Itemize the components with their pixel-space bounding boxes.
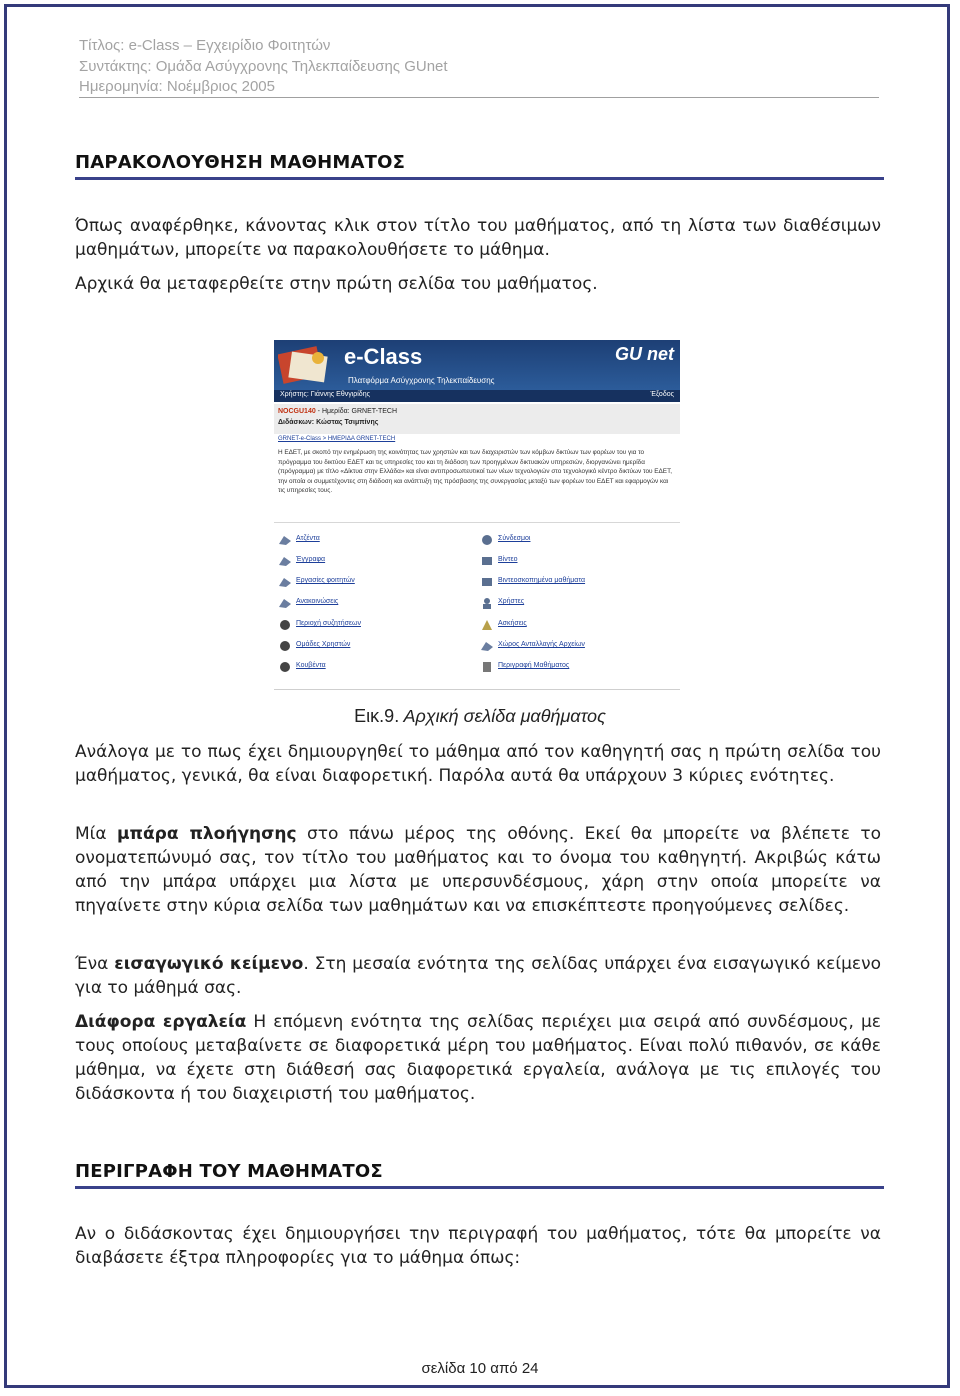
header-rule [79,97,879,98]
eclass-logo-icon [278,344,334,386]
user-label: Χρήστης: Γιάννης Εθνγιρίδης [280,391,370,398]
forum-icon [278,619,292,631]
term-navbar: μπάρα πλοήγησης [117,824,297,844]
page-number: σελίδα 10 από 24 [421,1360,539,1377]
tool-link-right[interactable]: Χώρος Ανταλλαγής Αρχείων [498,641,585,648]
exit-link[interactable]: Έξοδος [650,391,674,398]
groups-icon [278,640,292,652]
tool-link-right[interactable]: Χρήστες [498,598,525,605]
eclass-banner [274,340,680,390]
breadcrumb[interactable]: GRNET-e-Class > ΗΜΕΡΙΔΑ GRNET-TECH [278,436,396,442]
divider [274,522,680,523]
tool-link-right[interactable]: Βίντεο [498,556,518,563]
video-lectures-icon [480,576,494,588]
section-rule [75,177,884,180]
announcements-icon [278,597,292,609]
intro-text: Η ΕΔΕΤ, με σκοπό την ενημέρωση της κοινότητας των χρηστών και των διαχειριστών των κόμβων δικτύων των φορέων του για το πρόγραμμα του δικτύου ΕΔΕΤ και τις υπηρεσίες του και τη διάδοση των προηγμένων δικτυακών υπηρεσιών, διοργανώνει ημερίδα (πρόγραμμα) με τίτλο «Δίκτυα στην Ελλάδα» και είναι αντιπροσωπευτικοί των νέων τεχνολογιών στο τεχνολογικό κέντρο δικτύων του ΕΔΕΤ, την οποία οι συμμετέχοντες στη διάδοση και ανάπτυξη της πρόσβασης της συνεργασίας μεταξύ των φορέων του ΕΔΕΤ και εφαρμογών και τις υπηρεσίες τους. [278,449,673,495]
header-title: Τίτλος: e-Class – Εγχειρίδιο Φοιτητών [79,37,331,54]
tool-link-left[interactable]: Ατζέντα [296,535,320,542]
paragraph-intro: Όπως αναφέρθηκε, κάνοντας κλικ στον τίτλο του μαθήματος, από τη λίστα των διαθέσιμων μαθημάτων, μπορείτε να παρακολουθήσετε το μάθημα. [75,216,881,260]
figure-number: Εικ.9. [354,706,400,726]
course-home-screenshot [274,340,680,692]
screenshot-bottom-rule [274,689,680,690]
section-rule [75,1186,884,1189]
app-title: e-Class [344,344,423,369]
assignments-icon [278,576,292,588]
header-author: Συντάκτης: Ομάδα Ασύγχρονης Τηλεκπαίδευσης GUnet [79,57,448,75]
file-exchange-icon [480,640,494,652]
term-intro-text: εισαγωγικό κείμενο [114,954,304,974]
paragraph-intro-text: Ένα εισαγωγικό κείμενο. Στη μεσαία ενότητα της σελίδας υπάρχει ένα εισαγωγικό κείμενο για το μάθημά σας. [75,954,882,998]
documents-icon [278,555,292,567]
document-header [79,36,448,98]
figure-title: Αρχική σελίδα μαθήματος [399,706,606,726]
paragraph-description: Αν ο διδάσκοντας έχει δημιουργήσει την περιγραφή του μαθήματος, τότε θα μπορείτε να διαβάσετε έξτρα πληροφορίες για το μάθημα όπως: [75,1224,881,1268]
course-info [274,404,680,434]
tool-link-right[interactable]: Σύνδεσμοι [498,535,531,542]
tool-link-right[interactable]: Βιντεοσκοπημένα μαθήματα [498,577,586,584]
paragraph-tools: Διάφορα εργαλεία Η επόμενη ενότητα της σελίδας περιέχει μια σειρά από συνδέσμους, με τους οποίους μεταβαίνετε σε διαφορετικά μέρη του μαθήματος. Είναι πολύ πιθανόν, σε κάθε μάθημα, να έχετε στη διάθεσή σας διαφορετικά εργαλεία, ανάλογα με τις επιλογές του διδάσκοντα ή του διαχειριστή του μαθήματος. [75,1012,881,1104]
section-heading-course-follow: ΠΑΡΑΚΟΛΟΥΘΗΣΗ ΜΑΘΗΜΑΤΟΣ [75,152,406,173]
tool-link-left[interactable]: Ανακοινώσεις [296,598,339,605]
tool-link-right[interactable]: Περιγραφή Μαθήματος [498,662,570,669]
instructor: Διδάσκων: Κώστας Τσιμπίνης [278,419,379,426]
course-description-icon [480,661,494,673]
app-subtitle: Πλατφόρμα Ασύγχρονης Τηλεκπαίδευσης [348,376,495,385]
tool-link-left[interactable]: Κουβέντα [296,662,326,669]
tool-link-left[interactable]: Έγγραφα [296,556,326,563]
gunet-logo: GU net [614,344,674,364]
section-heading-course-description: ΠΕΡΙΓΡΑΦΗ ΤΟΥ ΜΑΘΗΜΑΤΟΣ [75,1161,383,1182]
user-bar [274,390,680,402]
links-icon [480,534,494,546]
tool-link-right[interactable]: Ασκήσεις [498,620,527,627]
tool-link-left[interactable]: Περιοχή συζητήσεων [296,620,361,627]
paragraph-first-page: Αρχικά θα μεταφερθείτε στην πρώτη σελίδα του μαθήματος. [75,274,598,294]
term-tools: Διάφορα εργαλεία [75,1012,247,1032]
users-icon [480,597,494,609]
figure-caption [0,706,960,727]
course-name: - Ημερίδα: GRNET-TECH [315,408,398,415]
course-code: NOCGU140 [278,408,316,415]
tool-link-left[interactable]: Εργασίες φοιτητών [296,577,355,584]
chat-icon [278,661,292,673]
agenda-icon [278,534,292,546]
paragraph-navbar: Μία μπάρα πλοήγησης στο πάνω μέρος της οθόνης. Εκεί θα μπορείτε να βλέπετε το ονοματεπώνυμό σας, τον τίτλο του μαθήματος και το όνομα του καθηγητή. Ακριβώς κάτω από την μπάρα υπάρχει μια λίστα με υπερσυνδέσμους, χάρη στην οποία μπορείτε να πηγαίνετε στην κύρια σελίδα των μαθημάτων και να επισκέπτεστε προηγούμενες σελίδες. [75,824,881,916]
tool-link-left[interactable]: Ομάδες Χρηστών [296,641,351,648]
header-date: Ημερομηνία: Νοέμβριος 2005 [79,78,275,95]
exercises-icon [480,619,494,631]
video-icon [480,555,494,567]
paragraph-sections: Ανάλογα με το πως έχει δημιουργηθεί το μάθημα από τον καθηγητή σας η πρώτη σελίδα του μαθήματος, γενικά, θα είναι διαφορετική. Παρόλα αυτά θα υπάρχουν 3 κύριες ενότητες. [75,742,881,786]
